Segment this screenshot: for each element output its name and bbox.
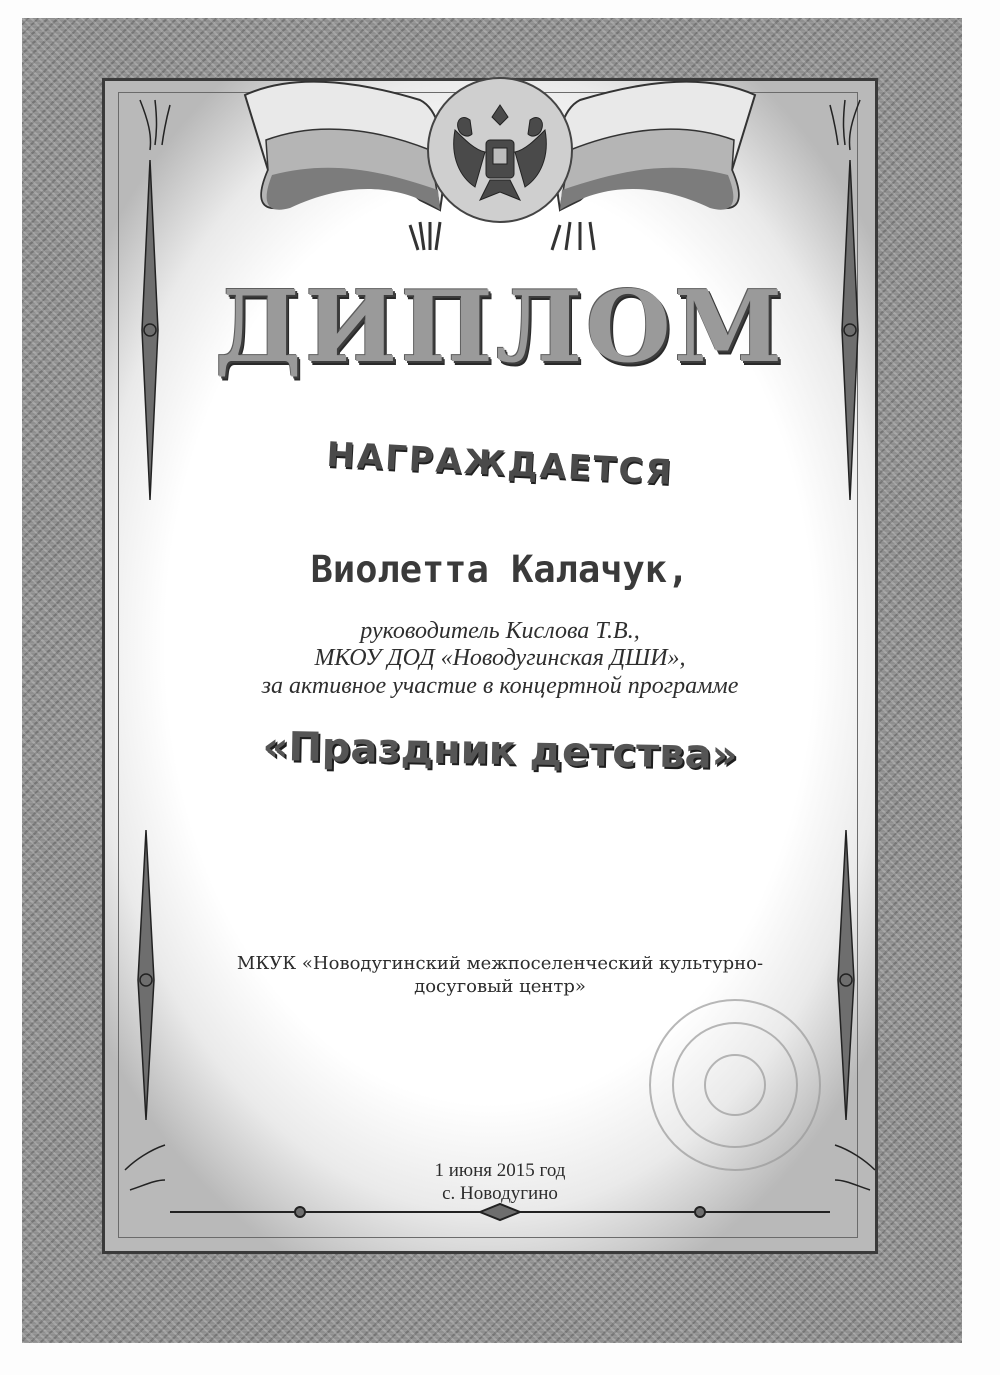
organization-line-2: досуговый центр» xyxy=(414,976,586,997)
award-date: 1 июня 2015 год xyxy=(434,1160,566,1181)
reason-line: за активное участие в концертной программе xyxy=(261,673,739,699)
supervisor-line: руководитель Кислова Т.В., xyxy=(360,618,640,644)
diploma-title: ДИПЛОМ xyxy=(214,270,786,385)
organization-line-1: МКУК «Новодугинский межпоселенческий культурно- xyxy=(236,953,764,974)
school-line: МКОУ ДОД «Новодугинская ДШИ», xyxy=(314,645,686,671)
recipient-name: Виолетта Калачук, xyxy=(310,548,690,591)
program-title: «Праздник детства» xyxy=(262,723,738,779)
awarded-heading: НАГРАЖДАЕТСЯ xyxy=(325,434,675,494)
round-stamp xyxy=(650,1000,820,1170)
award-place: с. Новодугино xyxy=(442,1183,558,1204)
bottom-ornament xyxy=(170,1204,830,1220)
